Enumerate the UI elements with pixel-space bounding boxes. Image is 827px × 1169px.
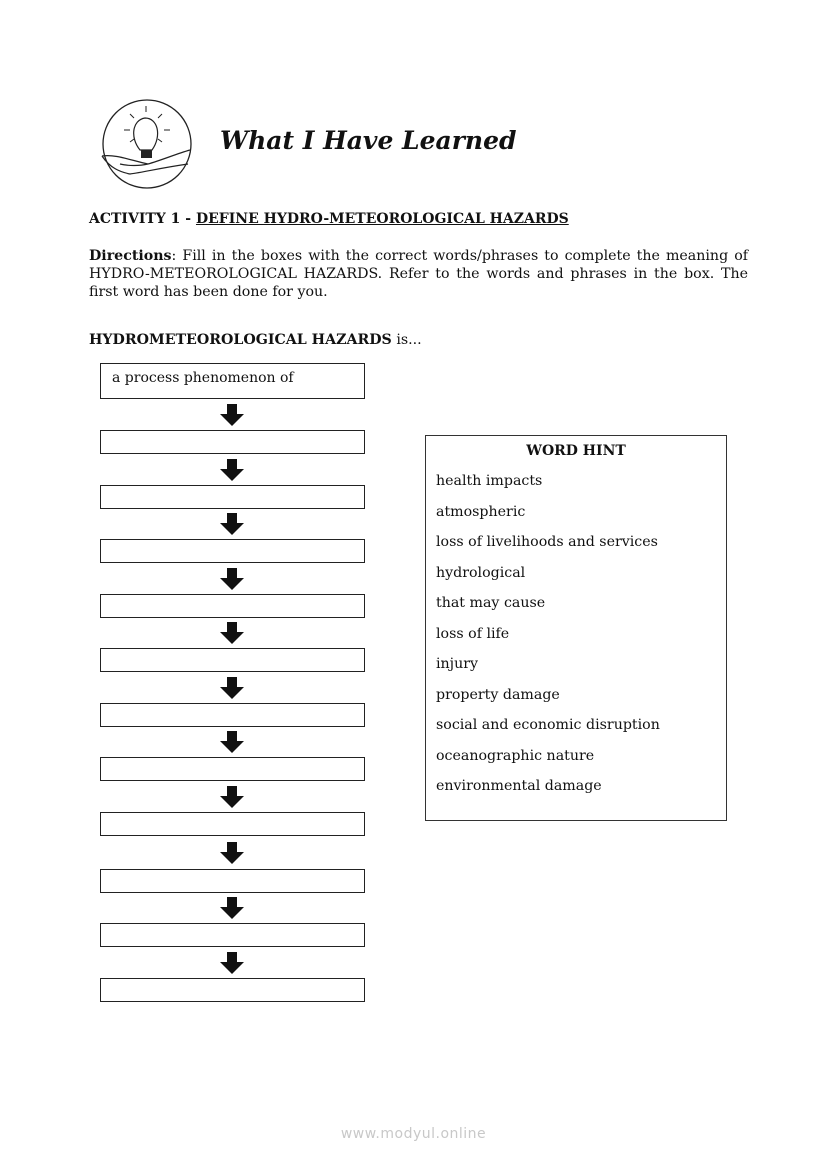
word-hint-item: oceanographic nature bbox=[436, 747, 595, 764]
answer-box-3[interactable] bbox=[100, 485, 365, 509]
word-hint-item: injury bbox=[436, 656, 479, 672]
activity-heading bbox=[89, 211, 569, 227]
directions-body: : Fill in the boxes with the correct words/phrases to complete the meaning of HYDRO-METEOROLOGICAL HAZARDS. Refer to the words and phrases in the box. The first word has been done for you. bbox=[89, 248, 748, 300]
word-hint-item: loss of livelihoods and services bbox=[436, 534, 658, 550]
word-hint-item: health impacts bbox=[436, 473, 543, 489]
directions-text bbox=[89, 247, 748, 301]
down-arrow-icon bbox=[220, 842, 244, 864]
watermark: www.modyul.online bbox=[340, 1126, 487, 1142]
down-arrow-icon bbox=[220, 731, 244, 753]
down-arrow-icon bbox=[220, 404, 244, 426]
answer-box-6[interactable] bbox=[100, 648, 365, 672]
word-hint-item: property damage bbox=[436, 686, 560, 703]
answer-box-12[interactable] bbox=[100, 978, 365, 1002]
answer-box-2[interactable] bbox=[100, 430, 365, 454]
intro-suffix: is... bbox=[391, 332, 422, 348]
word-hint-title: WORD HINT bbox=[526, 443, 626, 459]
activity-title: DEFINE HYDRO-METEOROLOGICAL HAZARDS bbox=[195, 211, 569, 227]
down-arrow-icon bbox=[220, 677, 244, 699]
answer-box-10[interactable] bbox=[100, 869, 365, 893]
down-arrow-icon bbox=[220, 952, 244, 974]
answer-box-11[interactable] bbox=[100, 923, 365, 947]
activity-prefix: ACTIVITY 1 - bbox=[89, 211, 196, 227]
answer-box-5[interactable] bbox=[100, 594, 365, 618]
word-hint-item: hydrological bbox=[436, 564, 526, 581]
intro-line bbox=[89, 332, 422, 348]
down-arrow-icon bbox=[220, 568, 244, 590]
down-arrow-icon bbox=[220, 897, 244, 919]
word-hint-item: loss of life bbox=[436, 625, 510, 642]
word-hint-item: environmental damage bbox=[436, 778, 602, 794]
down-arrow-icon bbox=[220, 513, 244, 535]
word-hint-item: social and economic disruption bbox=[436, 717, 660, 733]
answer-box-9[interactable] bbox=[100, 812, 365, 836]
word-hint-box bbox=[425, 435, 727, 821]
down-arrow-icon bbox=[220, 459, 244, 481]
page-title: What I Have Learned bbox=[220, 126, 517, 155]
word-hint-item: atmospheric bbox=[436, 503, 526, 520]
answer-box-1: a process phenomenon of bbox=[100, 363, 365, 399]
answer-box-7[interactable] bbox=[100, 703, 365, 727]
lightbulb-in-hand-icon bbox=[100, 98, 194, 190]
down-arrow-icon bbox=[220, 622, 244, 644]
intro-term: HYDROMETEOROLOGICAL HAZARDS bbox=[89, 332, 392, 348]
directions-label: Directions bbox=[89, 248, 172, 264]
answer-box-4[interactable] bbox=[100, 539, 365, 563]
down-arrow-icon bbox=[220, 786, 244, 808]
word-hint-item: that may cause bbox=[436, 595, 546, 611]
answer-box-8[interactable] bbox=[100, 757, 365, 781]
